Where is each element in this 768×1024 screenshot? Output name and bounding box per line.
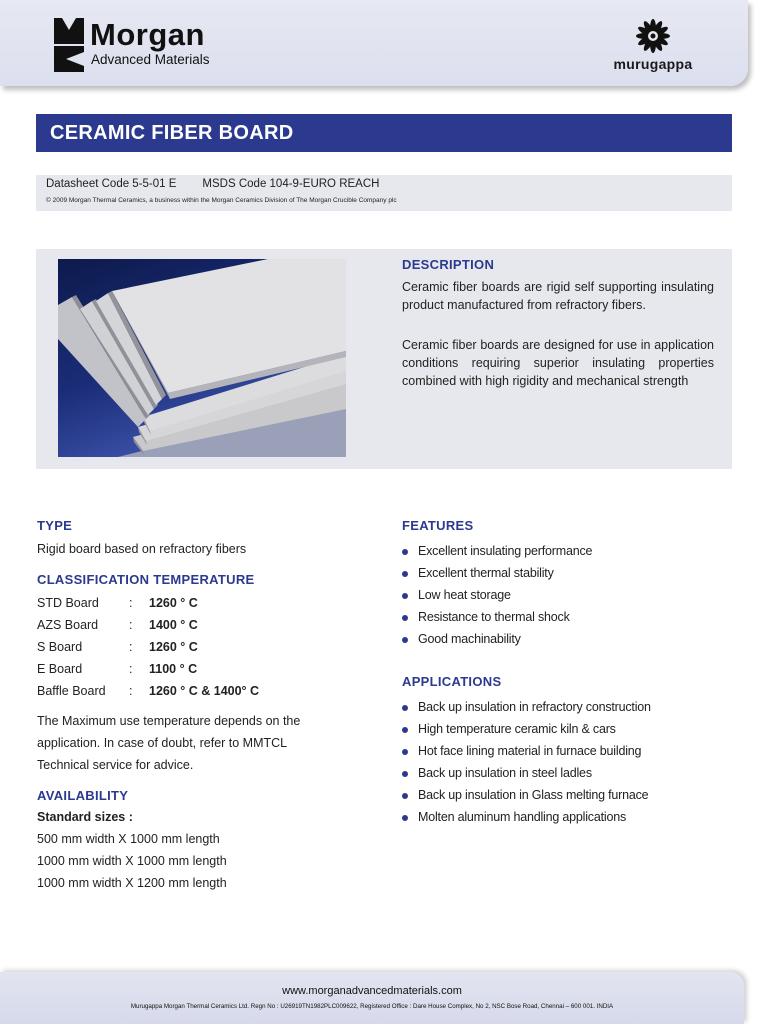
description-text: [402, 257, 714, 390]
company-subtitle: Advanced Materials: [91, 52, 210, 67]
availability-heading: AVAILABILITY: [37, 788, 129, 803]
board-label: STD Board: [37, 596, 99, 610]
morgan-mark-icon: [54, 18, 84, 72]
size-item: 500 mm width X 1000 mm length: [37, 832, 220, 846]
type-heading: TYPE: [37, 518, 73, 533]
temperature-note: The Maximum use temperature depends on the application. In case of doubt, refer to MMTCL Technical service for advice.: [37, 714, 301, 772]
description-paragraph-2: Ceramic fiber boards are designed for use in application conditions requiring superior insulating properties combined with high rigidity and mechanical strength: [402, 338, 714, 388]
application-item: Hot face lining material in furnace building: [402, 740, 732, 762]
separator: :: [129, 618, 133, 632]
application-item: High temperature ceramic kiln & cars: [402, 718, 732, 740]
classification-table: [37, 592, 337, 702]
code-strip: [36, 175, 732, 211]
datasheet-code: Datasheet Code 5-5-01 E: [46, 178, 177, 190]
murugappa-logo: [598, 18, 708, 78]
board-temperature: 1260 ° C: [149, 640, 198, 654]
size-item: 1000 mm width X 1200 mm length: [37, 876, 227, 890]
board-label: AZS Board: [37, 618, 99, 632]
board-label: Baffle Board: [37, 684, 106, 698]
classification-row: [37, 658, 337, 680]
classification-heading: CLASSIFICATION TEMPERATURE: [37, 572, 255, 587]
description-panel: [36, 249, 732, 469]
spacer: [37, 776, 337, 788]
applications-heading: APPLICATIONS: [402, 674, 502, 689]
partner-name: murugappa: [613, 56, 693, 72]
board-label: E Board: [37, 662, 83, 676]
feature-item: Resistance to thermal shock: [402, 606, 732, 628]
board-temperature: 1400 ° C: [149, 618, 198, 632]
separator: :: [129, 662, 133, 676]
board-label: S Board: [37, 640, 83, 654]
website-link[interactable]: www.morganadvancedmaterials.com: [282, 985, 462, 997]
applications-list: [402, 696, 732, 828]
page-title: CERAMIC FIBER BOARD: [36, 114, 732, 152]
feature-item: Excellent insulating performance: [402, 540, 732, 562]
murugappa-flower-icon: [633, 18, 673, 56]
classification-row: [37, 592, 337, 614]
application-item: Back up insulation in steel ladles: [402, 762, 732, 784]
code-line: [46, 177, 379, 191]
type-text: Rigid board based on refractory fibers: [37, 542, 247, 556]
right-column: [402, 518, 732, 828]
size-item: 1000 mm width X 1000 mm length: [37, 854, 227, 868]
board-temperature: 1260 ° C: [149, 596, 198, 610]
registered-address: Murugappa Morgan Thermal Ceramics Ltd. Regn No : U26919TN1982PLC009622, Registered Office : Dare House Complex, No 2, NSC Bose Road, Chennai – 600 001. INDIA: [130, 1003, 614, 1010]
left-column: [37, 518, 337, 894]
application-item: Molten aluminum handling applications: [402, 806, 732, 828]
board-stack-illustration: [58, 259, 346, 457]
board-temperature: 1260 ° C & 1400° C: [149, 684, 260, 698]
application-item: Back up insulation in refractory construction: [402, 696, 732, 718]
page-footer: [0, 972, 744, 1024]
feature-item: Good machinability: [402, 628, 732, 650]
features-list: [402, 540, 732, 650]
separator: :: [129, 684, 133, 698]
spacer: [37, 560, 337, 572]
feature-item: Excellent thermal stability: [402, 562, 732, 584]
classification-row: [37, 636, 337, 658]
msds-code: MSDS Code 104-9-EURO REACH: [202, 178, 380, 190]
application-item: Back up insulation in Glass melting furnace: [402, 784, 732, 806]
features-heading: FEATURES: [402, 518, 474, 533]
copyright-notice: © 2009 Morgan Thermal Ceramics, a business within the Morgan Ceramics Division of The Morgan Crucible Company plc: [46, 197, 397, 204]
company-name: Morgan: [90, 17, 205, 52]
product-photo: [58, 259, 346, 457]
classification-row: [37, 614, 337, 636]
morgan-logo: [54, 18, 264, 76]
classification-row: [37, 680, 337, 702]
feature-item: Low heat storage: [402, 584, 732, 606]
board-temperature: 1100 ° C: [149, 662, 198, 676]
description-heading: DESCRIPTION: [402, 257, 495, 272]
standard-sizes-label: Standard sizes :: [37, 810, 133, 824]
separator: :: [129, 596, 133, 610]
page-header: [0, 0, 748, 86]
description-paragraph-1: Ceramic fiber boards are rigid self supporting insulating product manufactured from refractory fibers.: [402, 280, 714, 312]
separator: :: [129, 640, 133, 654]
